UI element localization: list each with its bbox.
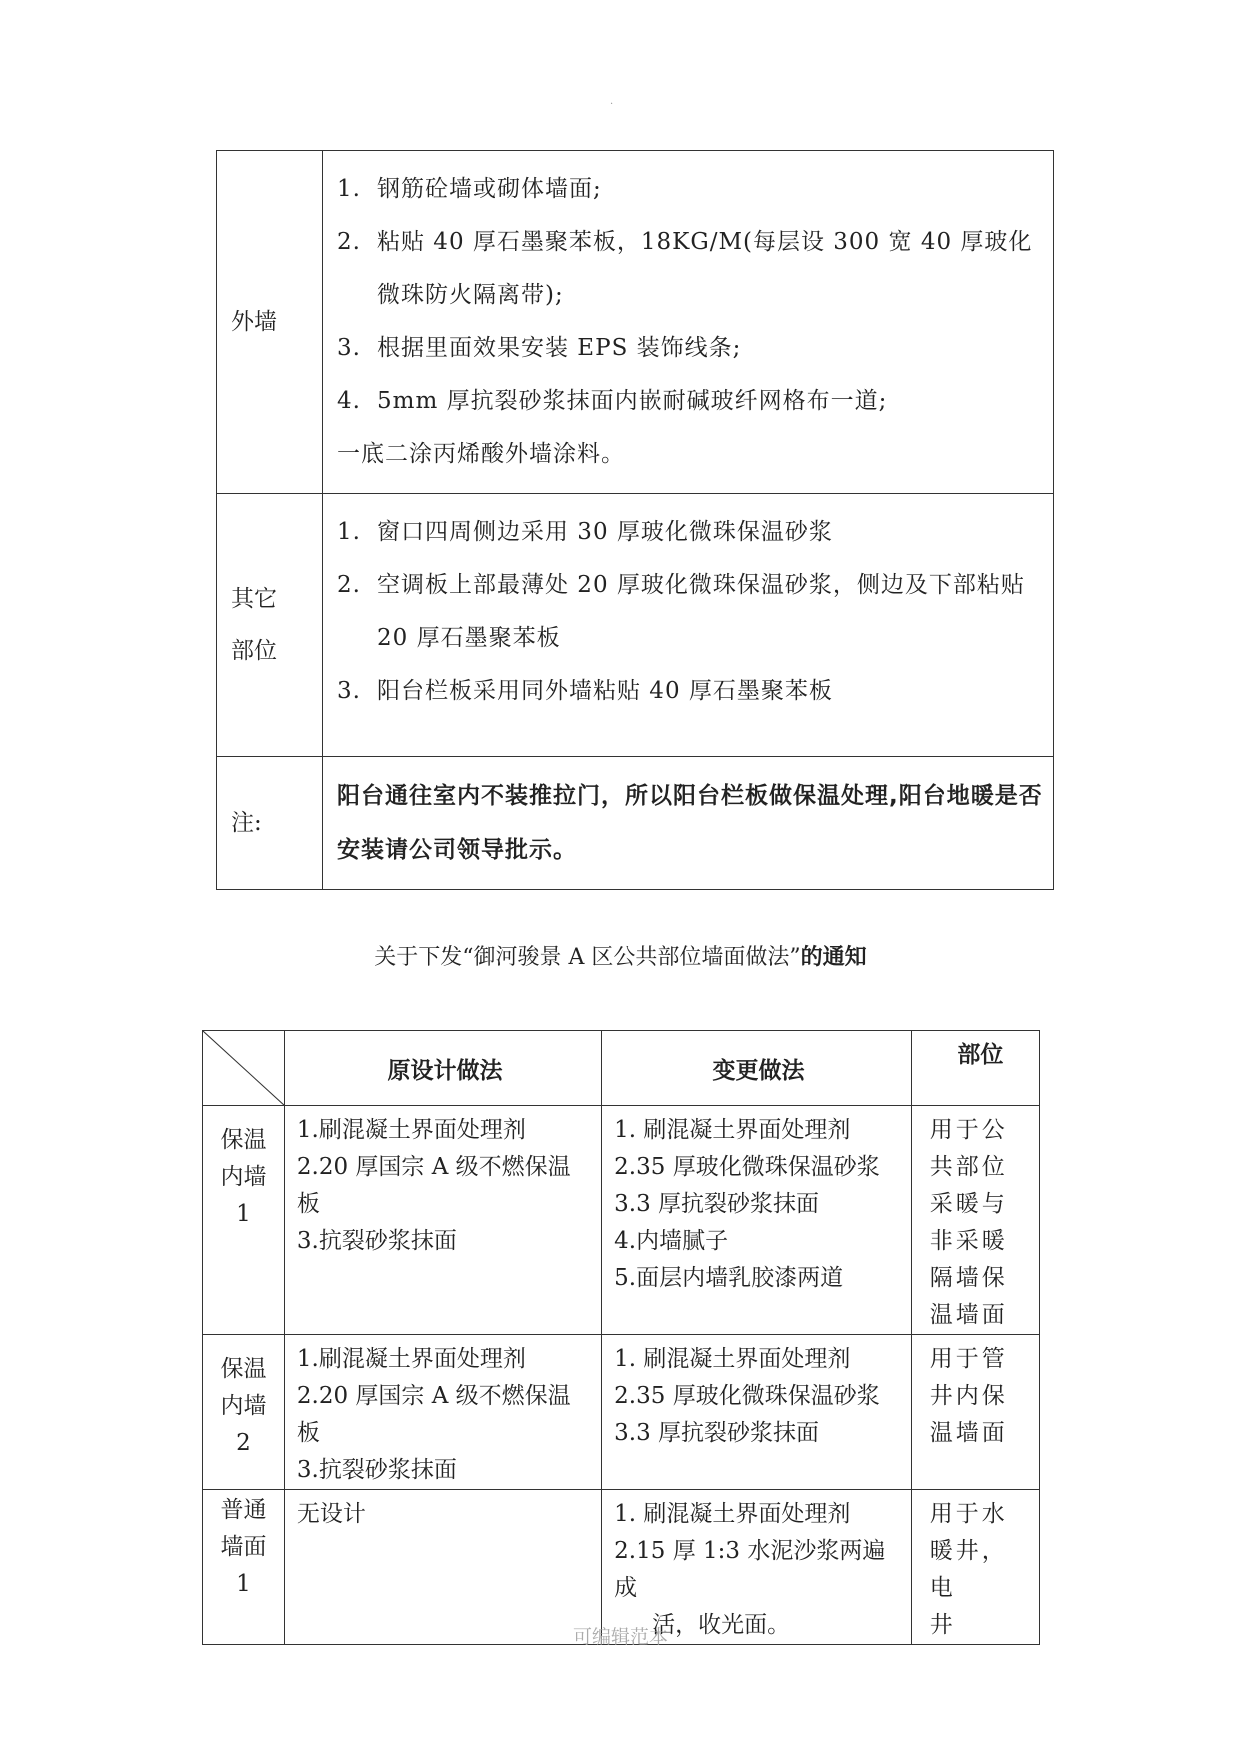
table-row: [217, 151, 1054, 494]
diagonal-header-cell: [203, 1031, 285, 1106]
table-row: [203, 1335, 1040, 1490]
row-label: 注:: [217, 757, 323, 890]
original-method: 1.刷混凝土界面处理剂 2.20 厚国宗 A 级不燃保温板 3.抗裂砂浆抹面: [284, 1106, 601, 1335]
list-item: 1. 钢筋砼墙或砌体墙面;: [337, 176, 602, 202]
changed-method: 1. 刷混凝土界面处理剂 2.35 厚玻化微珠保温砂浆 3.3 厚抗裂砂浆抹面 4.内墙腻子 5.面层内墙乳胶漆两道: [602, 1106, 912, 1335]
position-cell: 用于公 共部位 采暖与 非采暖 隔墙保 温墙面: [911, 1106, 1039, 1335]
row-label: 外墙: [217, 151, 323, 494]
list-item: 3. 根据里面效果安装 EPS 装饰线条;: [337, 335, 742, 361]
table-row: [203, 1106, 1040, 1335]
position-cell: 用于管 井内保 温墙面: [911, 1335, 1039, 1490]
diagonal-line: [203, 1031, 284, 1105]
footer-watermark: 可编辑范本: [572, 1626, 668, 1648]
table-row: [217, 494, 1054, 757]
list-item: 3. 阳台栏板采用同外墙粘贴 40 厚石墨聚苯板: [337, 678, 833, 704]
row-content: [323, 151, 1054, 494]
wall-change-table: [202, 1030, 1040, 1645]
row-content: [323, 494, 1054, 757]
note-text: 阳台通往室内不装推拉门，所以阳台栏板做保温处理,阳台地暖是否安装请公司领导批示。: [337, 783, 1043, 863]
header-row: [203, 1031, 1040, 1106]
row-label: 普通 墙面 1: [203, 1490, 285, 1645]
original-method: 1.刷混凝土界面处理剂 2.20 厚国宗 A 级不燃保温板 3.抗裂砂浆抹面: [284, 1335, 601, 1490]
row-label: 保温 内墙 1: [203, 1106, 285, 1335]
list-item: 4. 5mm 厚抗裂砂浆抹面内嵌耐碱玻纤网格布一道;: [337, 388, 888, 414]
header-original: 原设计做法: [284, 1031, 601, 1106]
list-item: 1. 窗口四周侧边采用 30 厚玻化微珠保温砂浆: [337, 519, 833, 545]
header-position: 部位: [911, 1031, 1039, 1106]
changed-method: 1. 刷混凝土界面处理剂 2.35 厚玻化微珠保温砂浆 3.3 厚抗裂砂浆抹面: [602, 1335, 912, 1490]
wall-method-table: [216, 150, 1054, 890]
row-content: [323, 757, 1054, 890]
row-label: 保温 内墙 2: [203, 1335, 285, 1490]
row-label: 其它 部位: [217, 494, 323, 757]
list-item: 2. 空调板上部最薄处 20 厚玻化微珠保温砂浆，侧边及下部粘贴 20 厚石墨聚苯板: [337, 572, 1025, 651]
list-tail: 一底二涂丙烯酸外墙涂料。: [337, 441, 625, 467]
list-item: 2. 粘贴 40 厚石墨聚苯板，18KG/M(每层设 300 宽 40 厚玻化微珠防火隔离带);: [337, 229, 1033, 308]
header-changed: 变更做法: [602, 1031, 912, 1106]
changed-method: 1. 刷混凝土界面处理剂 2.15 厚 1:3 水泥沙浆两遍成 活，收光面。: [602, 1490, 912, 1645]
page-marker: .: [610, 96, 614, 107]
table-row: [217, 757, 1054, 890]
document-title: 关于下发“御河骏景 A 区公共部位墙面做法”的通知: [374, 945, 867, 970]
position-cell: 用于水 暖井，电 井: [911, 1490, 1039, 1645]
original-method: 无设计: [284, 1490, 601, 1645]
